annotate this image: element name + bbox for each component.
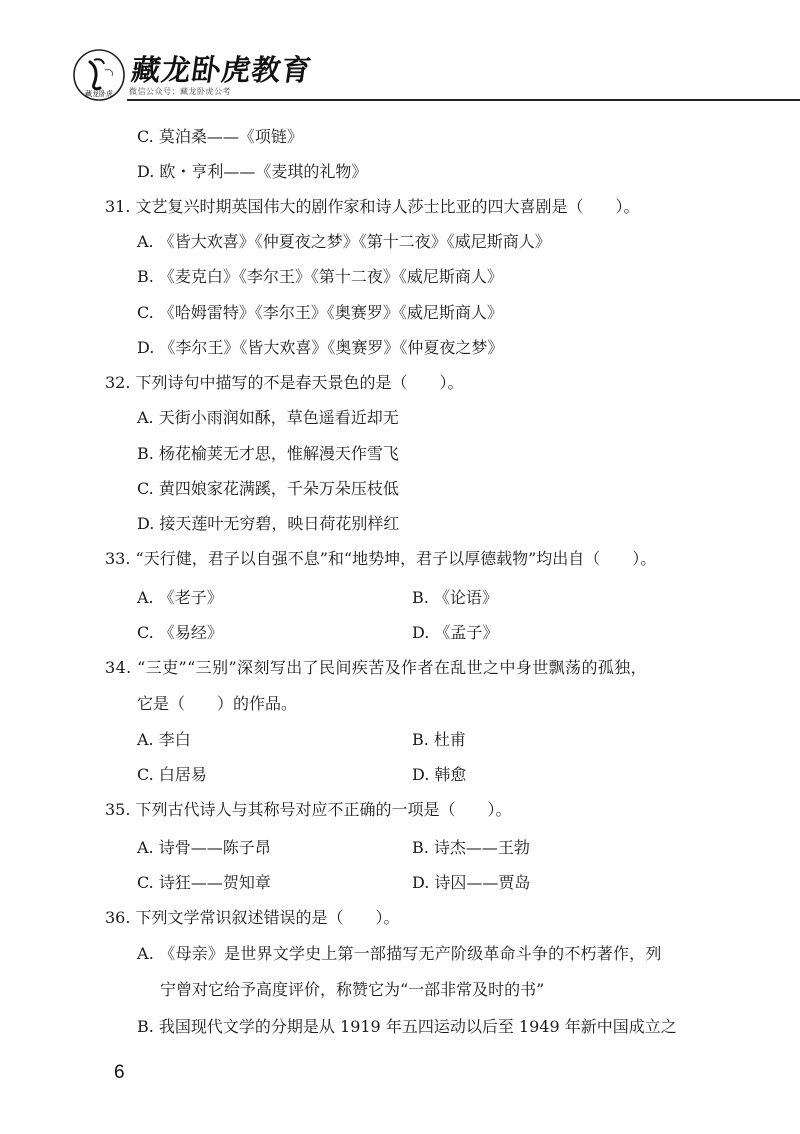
option-q32-a: A. 天街小雨润如酥，草色遥看近却无 <box>137 408 399 427</box>
option-q36-a: A. 《母亲》是世界文学史上第一部描写无产阶级革命斗争的不朽著作，列 <box>137 944 662 963</box>
option-q33-a: A. 《老子》 <box>137 588 223 607</box>
question-36: 36. 下列文学常识叙述错误的是（ ）。 <box>105 908 400 927</box>
question-34: 34. “三吏”“三别”深刻写出了民间疾苦及作者在乱世之中身世飘荡的孤独， <box>105 658 648 677</box>
option-q32-c: C. 黄四娘家花满蹊，千朵万朵压枝低 <box>137 479 399 498</box>
brand-title: 藏龙卧虎教育 <box>129 53 315 87</box>
question-34-continued: 它是（ ）的作品。 <box>137 694 298 713</box>
option-q34-a: A. 李白 <box>137 730 191 749</box>
option-q32-d: D. 接天莲叶无穷碧，映日荷花别样红 <box>137 514 400 533</box>
page-number: 6 <box>114 1062 125 1083</box>
option-q31-a: A. 《皆大欢喜》《仲夏夜之梦》《第十二夜》《威尼斯商人》 <box>137 232 551 251</box>
option-q30-c: C. 莫泊桑——《项链》 <box>137 127 303 146</box>
option-q35-c: C. 诗狂——贺知章 <box>137 873 271 892</box>
option-q31-b: B. 《麦克白》《李尔王》《第十二夜》《威尼斯商人》 <box>137 267 503 286</box>
option-q35-a: A. 诗骨——陈子昂 <box>137 838 271 857</box>
question-31: 31. 文艺复兴时期英国伟大的剧作家和诗人莎士比亚的四大喜剧是（ ）。 <box>105 197 640 216</box>
option-q30-d: D. 欧・亨利——《麦琪的礼物》 <box>137 162 368 181</box>
option-q33-b: B. 《论语》 <box>412 588 498 607</box>
option-q31-c: C. 《哈姆雷特》《李尔王》《奥赛罗》《威尼斯商人》 <box>137 303 503 322</box>
brand-subtitle: 微信公众号：藏龙卧虎公考 <box>129 87 231 96</box>
option-q31-d: D. 《李尔王》《皆大欢喜》《奥赛罗》《仲夏夜之梦》 <box>137 338 504 357</box>
option-q34-b: B. 杜甫 <box>412 730 466 749</box>
option-q36-a-continued: 宁曾对它给予高度评价，称赞它为“一部非常及时的书” <box>160 980 545 999</box>
logo-text: 藏龙卧虎 <box>85 90 113 98</box>
option-q36-b: B. 我国现代文学的分期是从 1919 年五四运动以后至 1949 年新中国成立之 <box>137 1017 677 1036</box>
option-q35-d: D. 诗囚——贾岛 <box>412 873 531 892</box>
option-q34-d: D. 韩愈 <box>412 765 467 784</box>
option-q32-b: B. 杨花榆荚无才思，惟解漫天作雪飞 <box>137 444 399 463</box>
question-32: 32. 下列诗句中描写的不是春天景色的是（ ）。 <box>105 373 464 392</box>
option-q35-b: B. 诗杰——王勃 <box>412 838 530 857</box>
option-q34-c: C. 白居易 <box>137 765 207 784</box>
option-q33-d: D. 《孟子》 <box>412 623 499 642</box>
option-q33-c: C. 《易经》 <box>137 623 223 642</box>
question-35: 35. 下列古代诗人与其称号对应不正确的一项是（ ）。 <box>105 800 512 819</box>
question-33: 33. “天行健，君子以自强不息”和“地势坤，君子以厚德载物”均出自（ ）。 <box>105 549 657 568</box>
